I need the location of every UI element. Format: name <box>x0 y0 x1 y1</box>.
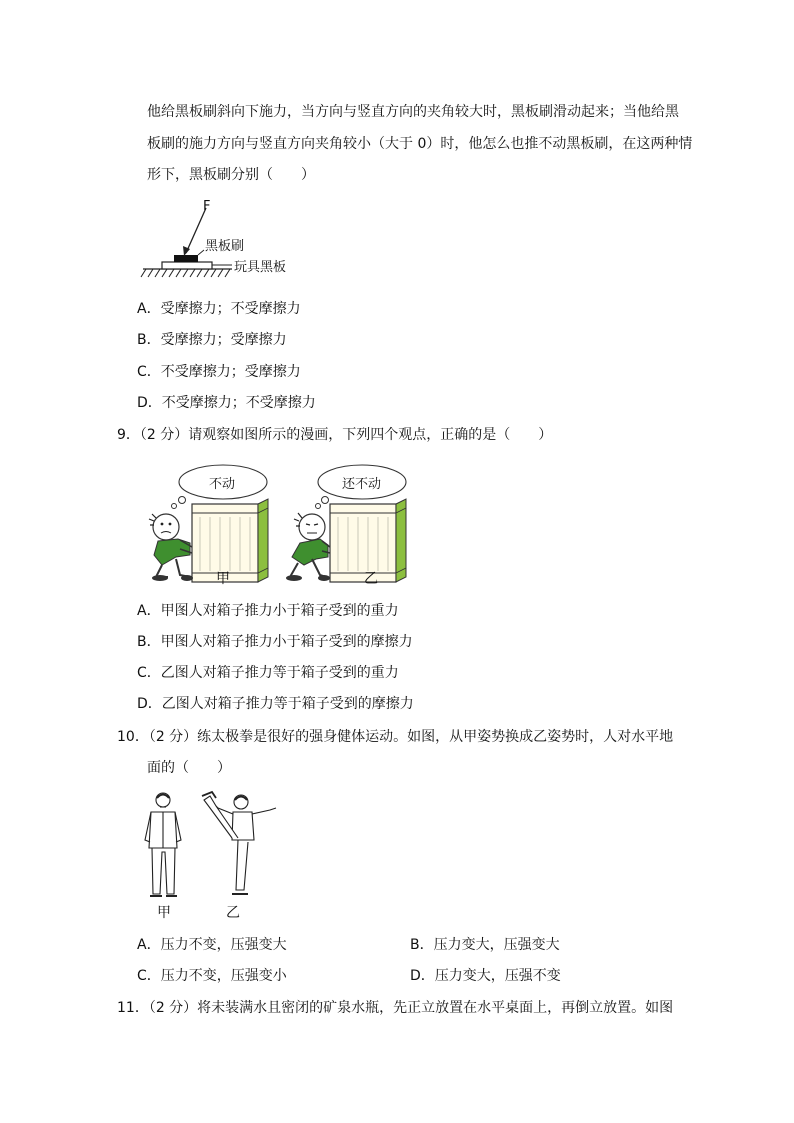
q8-option-d: D．不受摩擦力；不受摩擦力 <box>137 395 316 411</box>
q9-option-a: A．甲图人对箱子推力小于箱子受到的重力 <box>137 603 399 619</box>
box-right-side <box>396 499 406 582</box>
q10-option-c: C．压力不变，压强变小 <box>137 968 287 984</box>
q8-stem-line-3: 形下，黑板刷分别（ ） <box>147 167 315 183</box>
ground-hatching <box>141 269 230 277</box>
q8-figure <box>140 198 320 284</box>
q9-label-left: 甲 <box>216 571 230 587</box>
q8-option-a: A．受摩擦力；不受摩擦力 <box>137 301 301 317</box>
q10-label-right: 乙 <box>226 905 240 921</box>
q8-stem-line-2: 板刷的施力方向与竖直方向夹角较小（大于 0）时，他怎么也推不动黑板刷，在这两种情 <box>147 136 693 152</box>
q9-option-d: D．乙图人对箱子推力等于箱子受到的摩擦力 <box>137 696 414 712</box>
q9-option-b: B．甲图人对箱子推力小于箱子受到的摩擦力 <box>137 634 413 650</box>
taiji-postures <box>140 790 285 902</box>
q8-stem-line-1: 他给黑板刷斜向下施力，当方向与竖直方向的夹角较大时，黑板刷滑动起来；当他给黑 <box>147 104 679 120</box>
bubble-right-text: 还不动 <box>342 477 382 492</box>
force-label: F <box>203 199 211 214</box>
person-right-body <box>292 539 328 565</box>
q10-figure <box>140 790 285 902</box>
board-label: 玩具黑板 <box>234 260 287 275</box>
box-right <box>330 504 396 582</box>
person-right-head <box>299 514 325 540</box>
box-left-side <box>258 499 268 582</box>
q10-option-a: A．压力不变，压强变大 <box>137 937 287 953</box>
blackboard-brush <box>174 255 198 262</box>
q10-option-b: B．压力变大，压强变大 <box>410 937 560 953</box>
toy-blackboard <box>162 262 212 269</box>
bubble-left-text: 不动 <box>209 477 236 492</box>
brush-leader-line <box>198 250 204 255</box>
q10-stem-line-1: 10．（2 分）练太极拳是很好的强身健体运动。如图，从甲姿势换成乙姿势时，人对水平地 <box>117 729 674 745</box>
posture-jia <box>145 793 181 896</box>
q10-stem-line-2: 面的（ ） <box>147 760 231 776</box>
q10-option-d: D．压力变大，压强不变 <box>410 968 561 984</box>
brush-label: 黑板刷 <box>205 239 245 254</box>
q9-option-c: C．乙图人对箱子推力等于箱子受到的重力 <box>137 665 399 681</box>
q8-option-b: B．受摩擦力；受摩擦力 <box>137 332 287 348</box>
posture-yi <box>202 792 276 894</box>
q8-option-c: C．不受摩擦力；受摩擦力 <box>137 364 301 380</box>
q9-stem: 9．（2 分）请观察如图所示的漫画，下列四个观点，正确的是（ ） <box>117 427 553 443</box>
q9-label-right: 乙 <box>364 571 378 587</box>
q11-stem: 11．（2 分）将未装满水且密闭的矿泉水瓶，先正立放置在水平桌面上，再倒立放置。如图 <box>117 1000 674 1016</box>
person-left-head <box>153 514 179 540</box>
q10-label-left: 甲 <box>157 905 171 921</box>
force-arrow-line <box>186 208 206 253</box>
